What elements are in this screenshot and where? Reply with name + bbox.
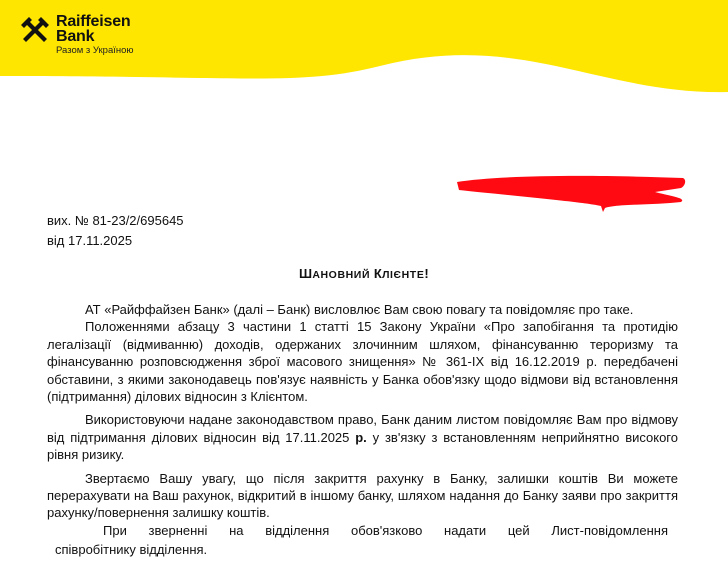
refusal-text-bold: р. <box>355 429 367 445</box>
raiffeisen-logo <box>20 14 134 56</box>
salutation-word1: АНОВНИЙ <box>312 269 371 281</box>
brand-name-line1: Raiffeisen <box>56 13 131 30</box>
outgoing-reference-date: від 17.11.2025 <box>47 233 133 248</box>
branch-visit-line2: співробітнику відділення. <box>55 542 208 557</box>
paragraph-branch-visit <box>55 521 668 559</box>
refusal-text-b: у зв'язку з встановленням неприйнятно високого рівня ризику. <box>47 429 678 463</box>
paragraph-refusal <box>47 411 678 463</box>
salutation <box>0 266 728 281</box>
redaction-mark <box>455 172 690 212</box>
outgoing-reference-number: вих. № 81-23/2/695645 <box>47 213 184 228</box>
brand-name-line2: Bank <box>56 28 95 45</box>
paragraph-balance-transfer: Звертаємо Вашу увагу, що після закриття рахунку в Банку, залишки коштів Ви можете перерахувати на Ваш рахунок, відкритий в іншому банку, шляхом надання до Банку заяви про закриття рахунку/повернення залишку коштів. <box>47 470 678 521</box>
brand-slogan: Разом з Україною <box>56 45 134 56</box>
salutation-end: ! <box>424 266 429 281</box>
raiffeisen-gable-cross-icon <box>20 14 50 44</box>
salutation-initial2: К <box>373 266 383 281</box>
letter-body <box>47 301 678 522</box>
paragraph-intro: АТ «Райффайзен Банк» (далі – Банк) висловлює Вам свою повагу та повідомляє про таке. <box>85 302 634 317</box>
refusal-text-a: Використовуючи надане законодавством право, Банк даним листом повідомляє Вам про відмову від підтримання ділових відносин від 17.11.2025 <box>47 412 678 445</box>
paragraph-legal-basis: Положеннями абзацу 3 частини 1 статті 15 Закону України «Про запобігання та протидію легалізації (відмиванню) доходів, одержаних злочинним шляхом, фінансуванню тероризму та фінансуванню розповсюдження зброї масового знищення» № 361-IX від 16.12.2019 р. передбачені обставини, з якими законодавець пов'язує наявність у Банка обов'язку щодо відмови від встановлення (підтримання) ділових відносин з Клієнтом. <box>47 319 678 405</box>
salutation-initial: Ш <box>299 266 313 281</box>
salutation-word2: ЛІЄНТЕ <box>382 269 425 281</box>
branch-visit-line1: При зверненні на відділення обов'язково надати цей Лист-повідомлення <box>103 523 668 538</box>
